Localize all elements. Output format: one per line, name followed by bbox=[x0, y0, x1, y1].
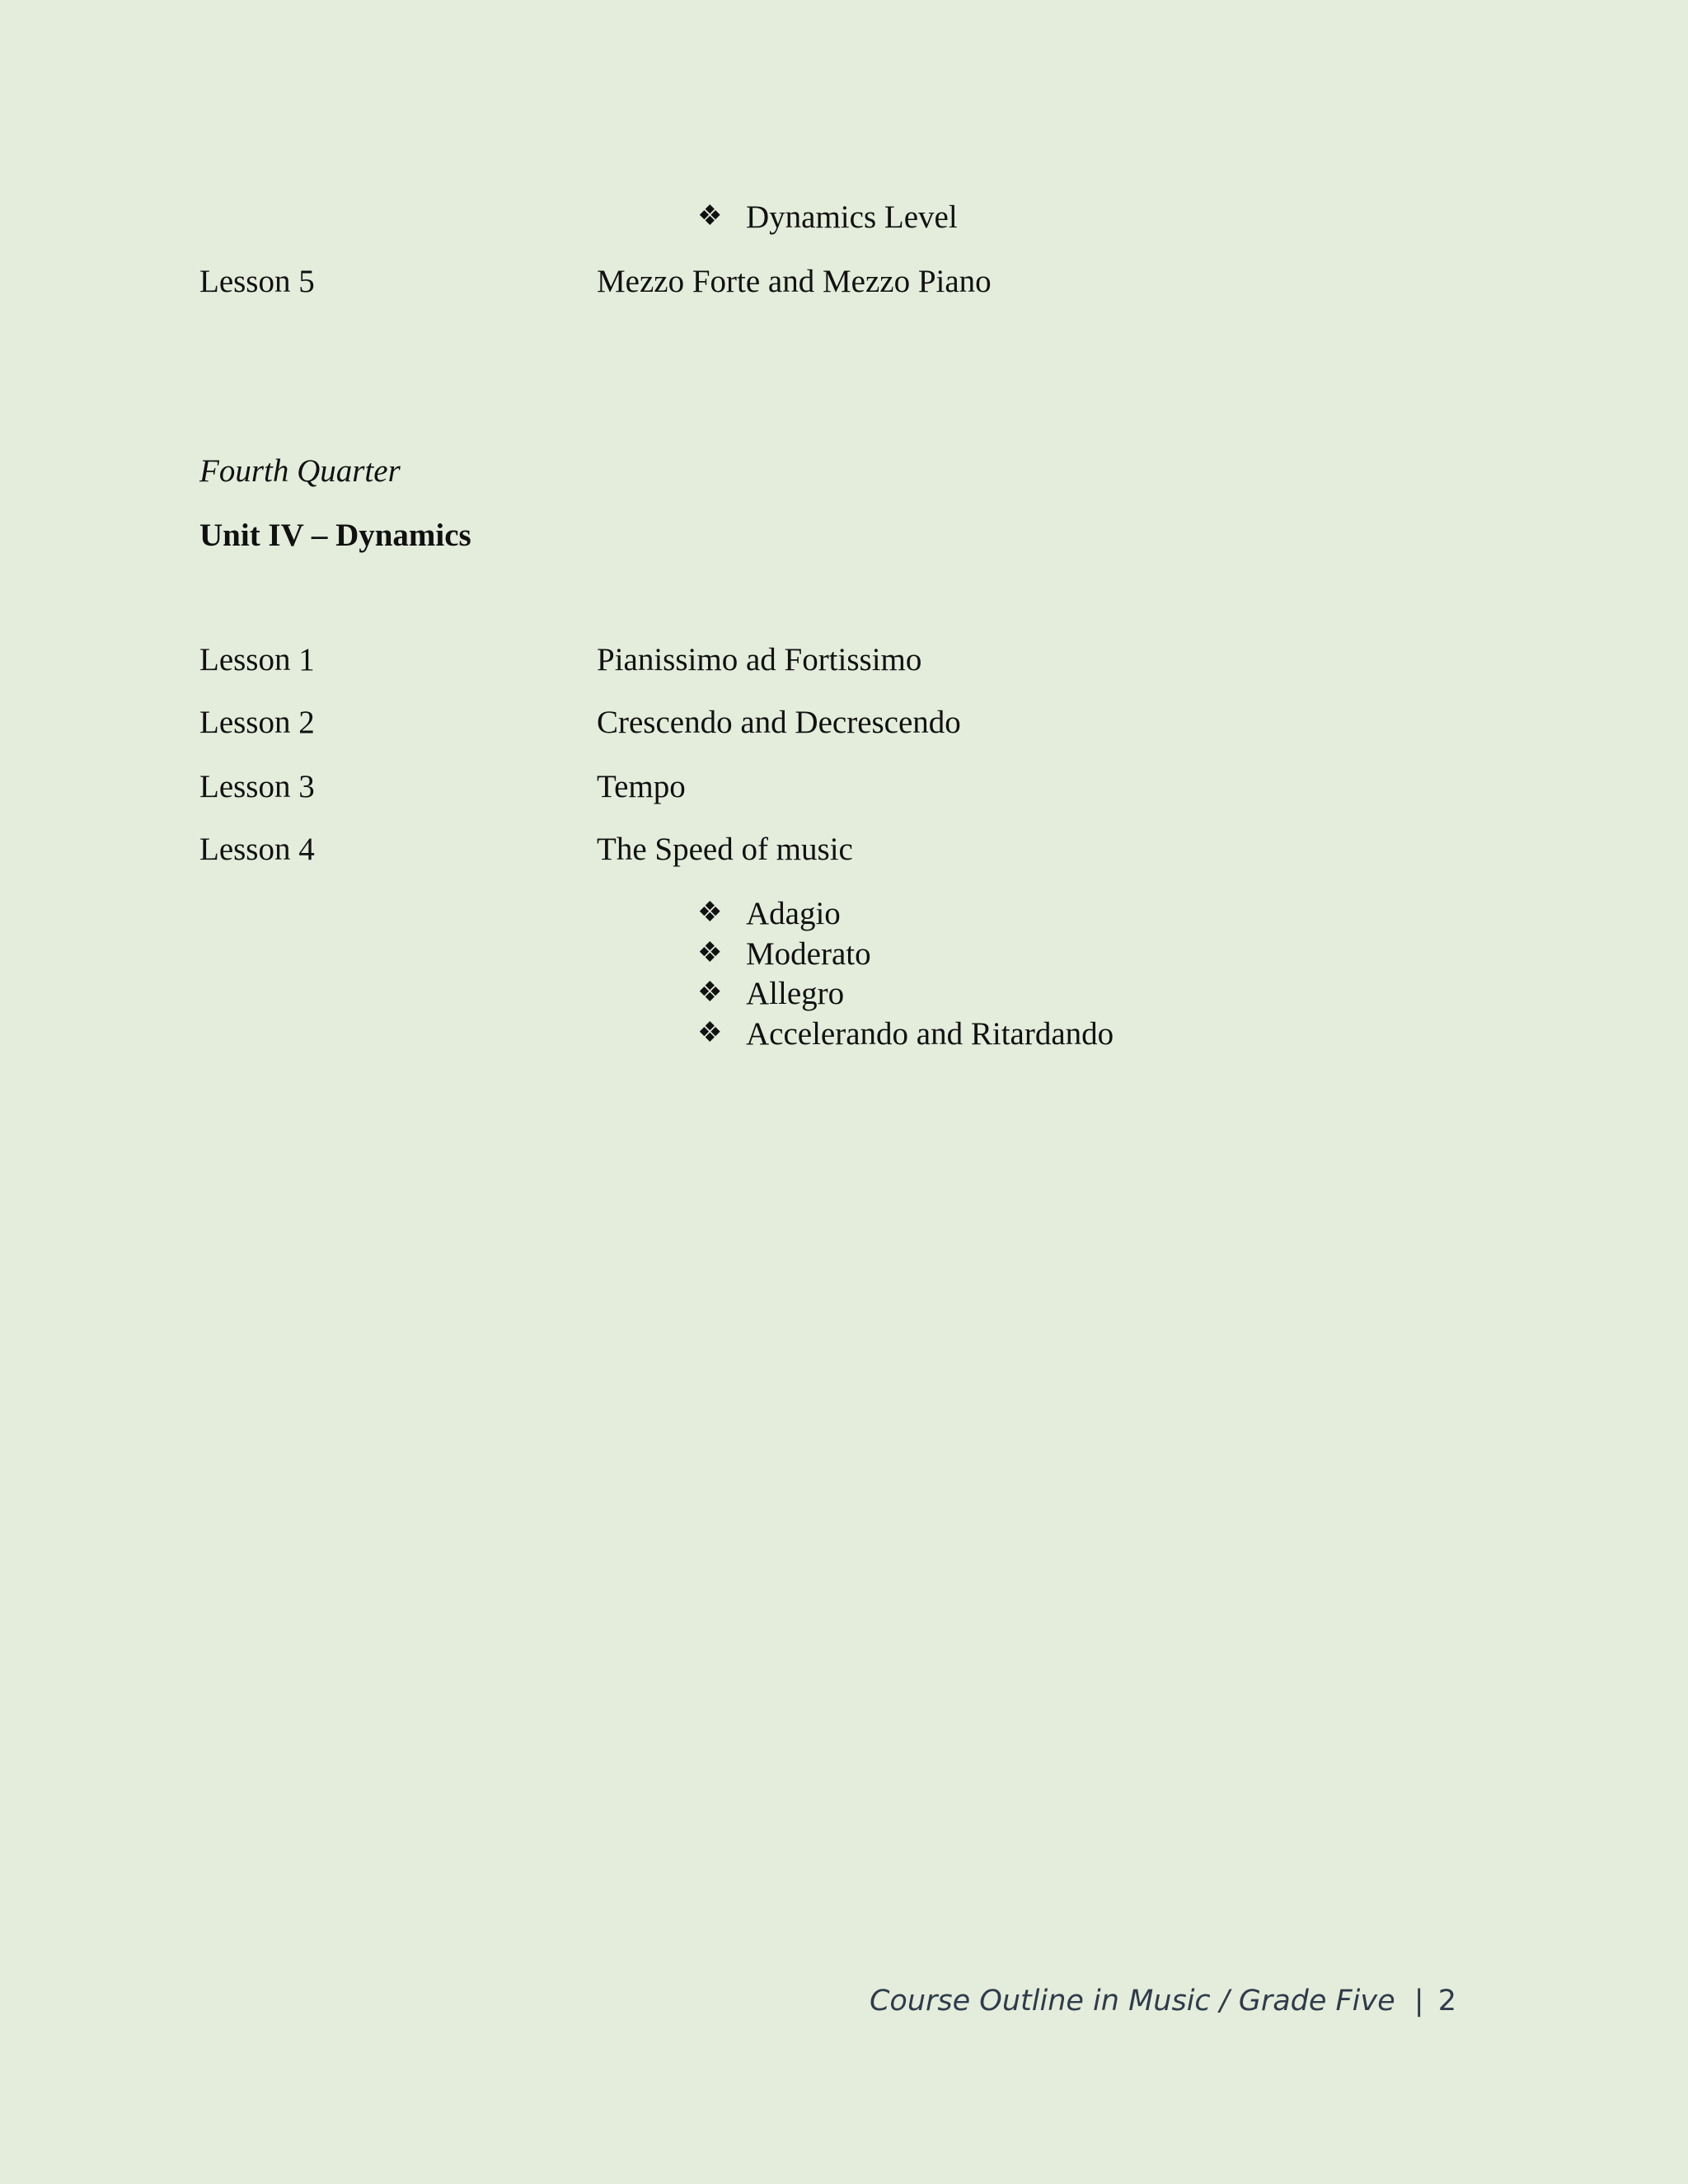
bullet-icon: ❖ bbox=[697, 1018, 723, 1048]
bullet-item: Accelerando and Ritardando bbox=[746, 1016, 1114, 1052]
lesson-title: Pianissimo ad Fortissimo bbox=[597, 642, 922, 677]
bullet-item-dynamics-level: Dynamics Level bbox=[746, 199, 958, 235]
lesson-label: Lesson 2 bbox=[199, 705, 315, 740]
page-footer bbox=[870, 1985, 1456, 2018]
unit-heading: Unit IV – Dynamics bbox=[199, 518, 471, 553]
lesson-title: Tempo bbox=[597, 769, 686, 804]
bullet-icon: ❖ bbox=[697, 938, 723, 968]
quarter-heading: Fourth Quarter bbox=[199, 453, 401, 489]
footer-separator: | bbox=[1414, 1985, 1424, 2018]
lesson-label: Lesson 3 bbox=[199, 769, 315, 804]
bullet-item: Adagio bbox=[746, 896, 841, 931]
lesson-label: Lesson 1 bbox=[199, 642, 315, 677]
lesson-label: Lesson 5 bbox=[199, 264, 315, 299]
lesson-title: Crescendo and Decrescendo bbox=[597, 705, 961, 740]
bullet-icon: ❖ bbox=[697, 898, 723, 928]
bullet-icon: ❖ bbox=[697, 201, 723, 232]
footer-title: Course Outline in Music / Grade Five bbox=[869, 1985, 1395, 2018]
lesson-title: Mezzo Forte and Mezzo Piano bbox=[597, 264, 992, 299]
lesson-label: Lesson 4 bbox=[199, 832, 315, 867]
page-number: 2 bbox=[1437, 1985, 1456, 2018]
bullet-item: Allegro bbox=[746, 976, 845, 1011]
lesson-title: The Speed of music bbox=[597, 832, 853, 867]
bullet-icon: ❖ bbox=[697, 977, 723, 1008]
bullet-item: Moderato bbox=[746, 936, 871, 972]
